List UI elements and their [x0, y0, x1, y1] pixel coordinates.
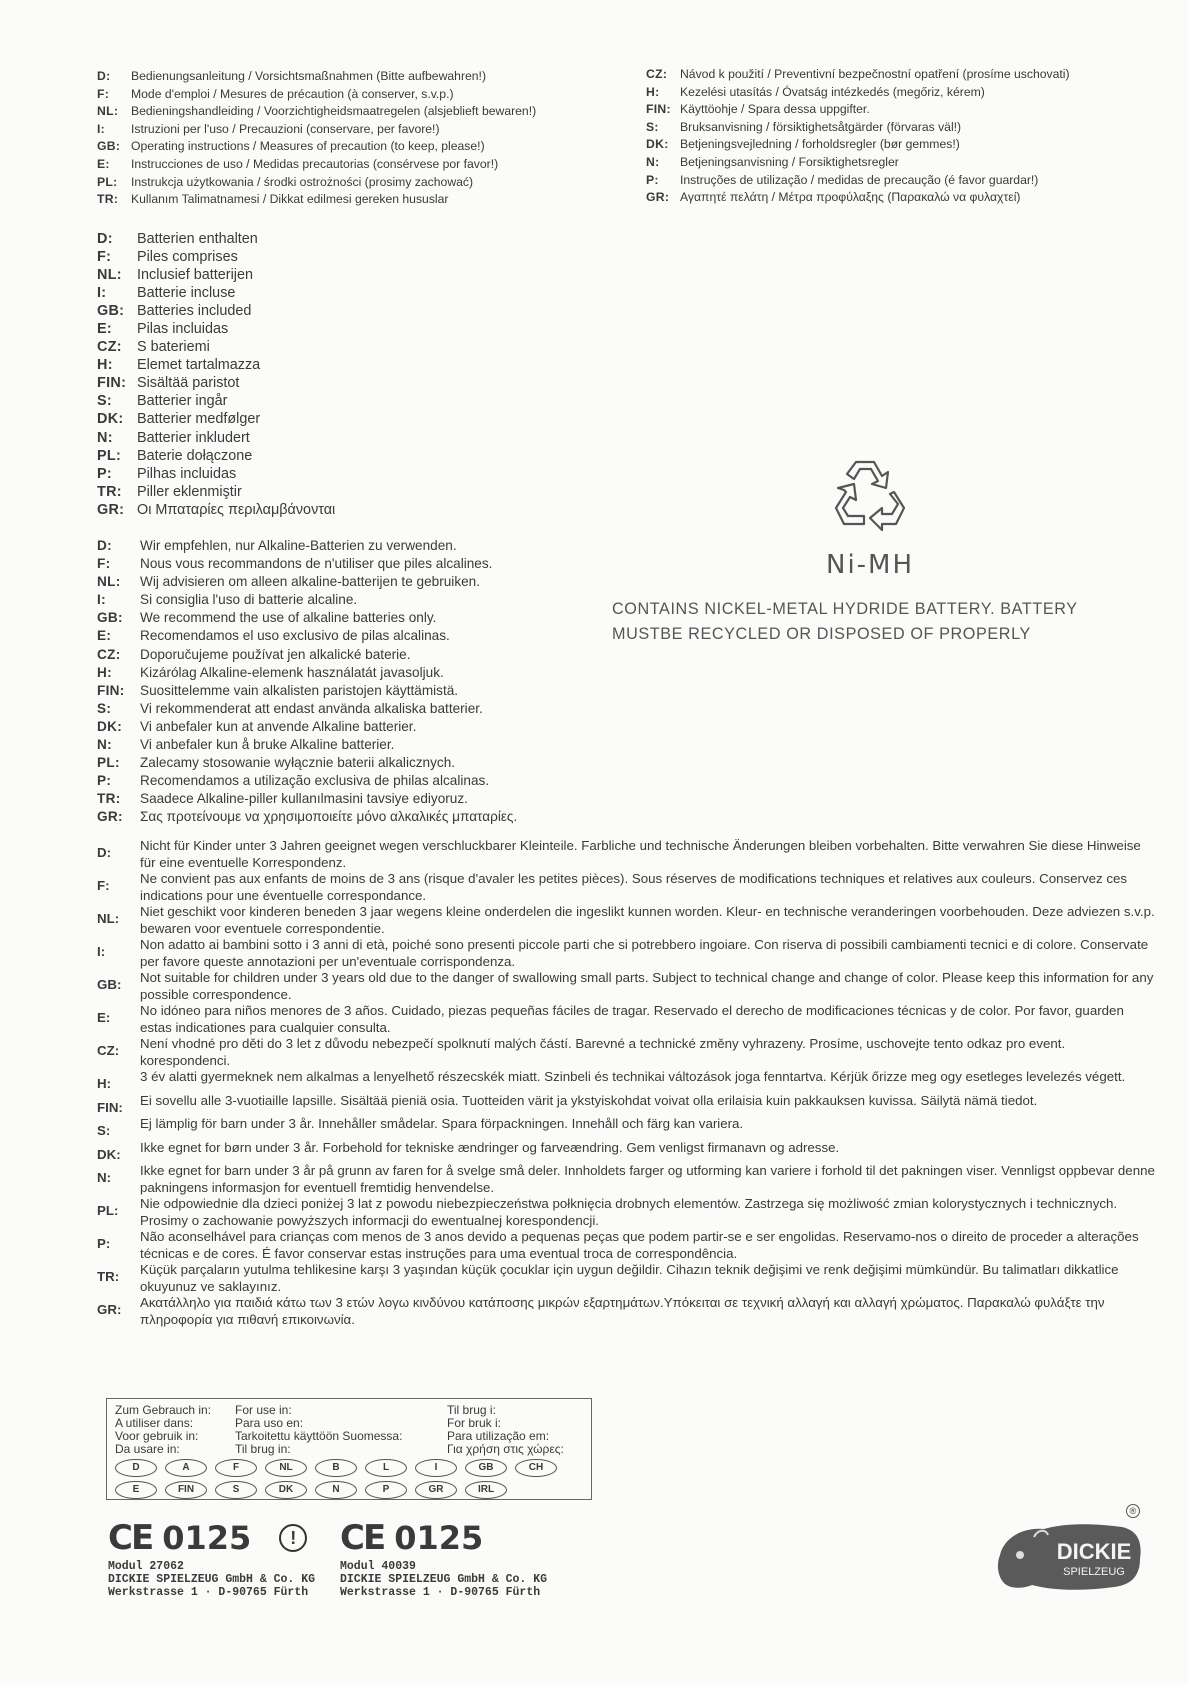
language-code: CZ:	[97, 1043, 120, 1058]
language-text: Batterier inkludert	[137, 429, 250, 446]
language-code: I:	[97, 944, 106, 959]
language-code: CZ:	[97, 646, 121, 662]
alkaline-row	[97, 754, 517, 772]
battery-row	[97, 501, 335, 519]
language-text: Recomendamos el uso exclusivo de pilas alcalinas.	[140, 628, 450, 644]
usage-labels-col-2	[235, 1404, 402, 1456]
language-text: Bedienungsanleitung / Vorsichtsmaßnahmen (Bitte aufbewahren!)	[131, 69, 487, 83]
language-code: PL:	[97, 1203, 119, 1218]
instruction-row	[646, 154, 1070, 172]
language-code: GB:	[97, 977, 122, 992]
language-text: Οι Μπαταρίες περιλαμβάνονται	[137, 501, 336, 518]
company-address: Werkstrasse 1 · D-90765 Fürth	[108, 1586, 309, 1599]
recycle-icon	[816, 452, 926, 552]
language-code: TR:	[97, 791, 121, 807]
language-text: Batterier ingår	[137, 393, 228, 410]
language-text: Ej lämplig för barn under 3 år. Innehåller smådelar. Spara förpackningen. Innehåll och färg kan variera.	[140, 1116, 744, 1131]
language-code: FIN:	[97, 1099, 123, 1115]
country-code-badge: S	[215, 1481, 257, 1499]
usage-label: For use in:	[235, 1403, 292, 1417]
certification-block-2	[340, 1518, 547, 1599]
language-text: Αγαπητέ πελάτη / Μέτρα προφύλαξης (Παρακαλώ να φυλαχτεί)	[680, 190, 1021, 205]
battery-row	[97, 356, 335, 374]
language-text: Kullanım Talimatnamesi / Dikkat edilmesi gereken hususlar	[131, 192, 449, 207]
language-text: Doporučujeme používat jen alkalické baterie.	[140, 646, 411, 662]
battery-row	[97, 483, 335, 501]
instructions-list-left	[97, 68, 536, 209]
language-code: F:	[97, 86, 110, 101]
alkaline-row	[97, 790, 517, 808]
language-code: PL:	[97, 755, 120, 771]
battery-row	[97, 320, 335, 338]
instruction-row	[646, 172, 1070, 190]
usage-label: Tarkoitettu käyttöön Suomessa:	[235, 1429, 403, 1443]
language-code: I:	[97, 592, 106, 608]
language-code: GB:	[97, 610, 123, 626]
language-text: Sisältää paristot	[137, 375, 240, 392]
language-text: Vi anbefaler kun å bruke Alkaline batterier.	[140, 737, 395, 753]
language-text: Σας προτείνουμε να χρησιμοποιείτε μόνο αλκαλικές μπαταρίες.	[140, 809, 518, 825]
language-code: E:	[97, 1010, 111, 1025]
country-code-badge: NL	[265, 1459, 307, 1477]
battery-row	[97, 410, 335, 428]
language-text: Betjeningsvejledning / forholdsregler (bør gemmes!)	[680, 137, 960, 152]
language-code: P:	[646, 172, 659, 187]
language-code: GB:	[97, 139, 121, 154]
warning-row	[97, 1093, 1157, 1117]
country-code-badge: A	[165, 1459, 207, 1477]
language-code: CZ:	[97, 339, 122, 356]
ce-mark: CE	[340, 1518, 385, 1558]
company-name: DICKIE SPIELZEUG GmbH & Co. KG	[108, 1573, 316, 1586]
usage-label: Para uso en:	[235, 1416, 304, 1430]
language-code: E:	[97, 628, 112, 644]
language-text: Batterier medfølger	[137, 411, 261, 428]
usage-label: Para utilização em:	[447, 1429, 550, 1443]
usage-label: Til brug in:	[235, 1442, 291, 1456]
language-text: Instrucciones de uso / Medidas precautorias (consérvese por favor!)	[131, 156, 499, 171]
warning-row	[97, 1069, 1157, 1093]
language-text: Küçük parçaların yutulma tehlikesine karşı 3 yaşından küçük çocuklar için uygun değildir. Cihazın teknik değişimi ve renk değişimi mümkündür. Bu talimatları dikkatlice okuyunuz ve saklayınız.	[140, 1262, 1119, 1294]
language-text: Suosittelemme vain alkalisten paristojen käyttämistä.	[140, 682, 459, 698]
battery-row	[97, 465, 335, 483]
language-code: I:	[97, 121, 106, 136]
battery-row	[97, 230, 335, 248]
country-code-badge: DK	[265, 1481, 307, 1499]
language-code: D:	[97, 69, 111, 83]
battery-row	[97, 302, 335, 320]
language-code: GR:	[97, 501, 125, 518]
usage-label: For bruk i:	[447, 1416, 502, 1430]
country-code-badge: FIN	[165, 1481, 207, 1499]
language-text: Ikke egnet for børn under 3 år. Forbehold for tekniske ændringer og farveændring. Gem venligst firmanavn og adresse.	[140, 1139, 840, 1155]
language-code: GR:	[646, 190, 670, 205]
language-code: DK:	[97, 411, 124, 428]
country-code-badge: GB	[465, 1459, 507, 1477]
language-code: P:	[97, 773, 112, 789]
language-text: Istruzioni per l'uso / Precauzioni (conservare, per favore!)	[131, 121, 440, 136]
language-code: H:	[97, 664, 112, 680]
language-text: Batterien enthalten	[137, 231, 258, 247]
warning-row	[97, 1140, 1157, 1164]
logo-subtitle: SPIELZEUG	[1063, 1566, 1125, 1578]
language-text: Kizárólag Alkaline-elemenk használatát javasoljuk.	[140, 664, 444, 680]
language-code: DK:	[646, 137, 669, 152]
language-code: GR:	[97, 809, 123, 825]
battery-row	[97, 447, 335, 465]
nimh-label: Ni-MH	[826, 550, 915, 580]
battery-row	[97, 266, 335, 284]
ce-mark: CE	[108, 1518, 153, 1558]
language-text: Não aconselhável para crianças com menos de 3 anos devido a pequenas peças que podem partir-se e ser engolidas. Reservamo-nos o direito de proceder a alterações técnicas e de cores. É favor conservar estas instruções para uma eventual troca de correspondência.	[140, 1229, 1139, 1261]
language-text: S bateriemi	[137, 339, 210, 356]
language-code: FIN:	[97, 375, 127, 392]
language-text: Bruksanvisning / försiktighetsåtgärder (förvaras väl!)	[680, 119, 962, 134]
language-code: F:	[97, 249, 112, 266]
alkaline-row	[97, 682, 517, 700]
country-codes-row-2	[115, 1481, 507, 1499]
language-text: Betjeningsanvisning / Forsiktighetsregler	[680, 154, 899, 169]
language-text: Not suitable for children under 3 years old due to the danger of swallowing small parts. Subject to technical change and change of color. Please keep this information for any possible correspondence.	[140, 970, 1154, 1002]
batteries-included-list	[97, 230, 335, 519]
battery-row	[97, 338, 335, 356]
language-text: Ακατάλληλο για παιδιά κάτω των 3 ετών λογω κινδύνου κατάποσης μικρών εξαρτημάτων.Υπόκειται σε τεχνική αλλαγή και αλλαγή χρώματος. Παρακαλώ φυλάξτε την πληροφορία για πιθανή επικοινωνία.	[140, 1295, 1105, 1327]
language-text: Batteries included	[137, 303, 252, 320]
language-code: NL:	[97, 911, 120, 926]
warning-row	[97, 1295, 1157, 1328]
alkaline-row	[97, 627, 517, 645]
language-code: PL:	[97, 174, 118, 189]
warning-row	[97, 1116, 1157, 1140]
language-text: Nie odpowiednie dla dzieci poniżej 3 lat z powodu niebezpieczeństwa połknięcia drobnych elementów. Zastrzega się możliwość zmian kolorystycznych i technicznych. Prosimy o zachowanie powyższych informacji do ewentualnej korespondencji.	[140, 1196, 1118, 1228]
alkaline-row	[97, 573, 517, 591]
module-number: Modul 40039	[340, 1560, 416, 1573]
language-text: Non adatto ai bambini sotto i 3 anni di età, poiché sono presenti piccole parti che si potrebbero ingoiare. Con riserva di possibili cambiamenti tecnici e di colore. Conservate per favore queste annotazioni per un'eventuale corrispondenza.	[140, 937, 1149, 969]
usage-label: Για χρήση στις χώρες:	[447, 1442, 564, 1456]
instruction-row	[646, 66, 1070, 84]
warning-row	[97, 1262, 1157, 1295]
company-address: Werkstrasse 1 · D-90765 Fürth	[340, 1586, 541, 1599]
usage-label: Voor gebruik in:	[115, 1429, 199, 1443]
language-code: NL:	[97, 267, 122, 284]
language-text: Zalecamy stosowanie wyłącznie baterii alkalicznych.	[140, 755, 456, 771]
language-text: Piller eklenmiştir	[137, 483, 242, 500]
instruction-row	[646, 189, 1070, 207]
usage-labels-col-1	[115, 1404, 211, 1456]
language-text: Pilhas incluidas	[137, 465, 237, 482]
warning-row	[97, 1036, 1157, 1069]
language-text: Není vhodné pro děti do 3 let z důvodu nebezpečí spolknutí malých částí. Barevné a technické změny vyhrazeny. Prosíme, uschovejte tento odkaz pro event. korespondenci.	[140, 1036, 1066, 1068]
instruction-row	[97, 156, 536, 174]
instruction-row	[97, 103, 536, 121]
language-code: FIN:	[97, 682, 125, 698]
language-text: Ne convient pas aux enfants de moins de 3 ans (risque d'avaler les petites pièces). Sous réserves de modifications techniques et relatives aux couleurs. Conservez ces indications pour une éventuelle correspondance.	[140, 871, 1128, 903]
language-text: We recommend the use of alkaline batteries only.	[140, 610, 437, 626]
battery-row	[97, 374, 335, 392]
alkaline-row	[97, 772, 517, 790]
country-code-badge: L	[365, 1459, 407, 1477]
language-text: Käyttöohje / Spara dessa uppgifter.	[680, 102, 870, 117]
language-code: S:	[97, 700, 112, 716]
language-text: Wir empfehlen, nur Alkaline-Batterien zu verwenden.	[140, 538, 457, 553]
language-code: P:	[97, 1236, 111, 1251]
language-text: No idóneo para niños menores de 3 años. Cuidado, piezas pequeñas fáciles de tragar. Reservado el derecho de modificaciones técnicas y de color. Por favor, guarden estas indicationes para cualquier consulta.	[140, 1003, 1124, 1035]
language-text: Recomendamos a utilização exclusiva de philas alcalinas.	[140, 773, 490, 789]
country-code-badge: I	[415, 1459, 457, 1477]
battery-notice-line-2: MUSTBE RECYCLED OR DISPOSED OF PROPERLY	[612, 625, 1031, 643]
language-code: NL:	[97, 574, 121, 590]
warning-row	[97, 937, 1157, 970]
language-code: TR:	[97, 192, 119, 207]
safety-warnings-list	[97, 838, 1157, 1328]
language-text: Nicht für Kinder unter 3 Jahren geeignet wegen verschluckbarer Kleinteile. Farbliche und technische Änderungen bleiben vorbehalten. Bitte verwahren Sie diese Hinweise für eine eventuelle Korrespondenz.	[140, 838, 1141, 870]
language-code: N:	[97, 737, 112, 753]
language-text: Wij advisieren om alleen alkaline-batterijen te gebruiken.	[140, 574, 481, 590]
language-text: Operating instructions / Measures of precaution (to keep, please!)	[131, 139, 485, 154]
language-text: Instrukcja użytkowania / środki ostrożności (prosimy zachować)	[131, 174, 474, 189]
language-code: TR:	[97, 483, 122, 500]
alkaline-row	[97, 555, 517, 573]
language-code: F:	[97, 556, 111, 572]
country-code-badge: B	[315, 1459, 357, 1477]
usage-label: Til brug i:	[447, 1403, 496, 1417]
alkaline-row	[97, 718, 517, 736]
language-code: FIN:	[646, 102, 671, 117]
usage-label: Da usare in:	[115, 1442, 180, 1456]
instruction-row	[97, 174, 536, 192]
company-name: DICKIE SPIELZEUG GmbH & Co. KG	[340, 1573, 548, 1586]
language-code: N:	[97, 1170, 112, 1185]
country-code-badge: CH	[515, 1459, 557, 1477]
warning-row	[97, 838, 1157, 871]
language-code: N:	[97, 429, 113, 446]
language-code: NL:	[97, 104, 119, 119]
logo-wordmark: DICKIE	[1056, 1539, 1132, 1564]
alkaline-row	[97, 808, 517, 826]
country-code-badge: GR	[415, 1481, 457, 1499]
alkaline-row	[97, 736, 517, 754]
language-code: S:	[97, 393, 112, 410]
alkaline-row	[97, 664, 517, 682]
language-code: I:	[97, 285, 107, 302]
country-code-badge: IRL	[465, 1481, 507, 1499]
certification-block-1	[108, 1518, 315, 1599]
country-code-badge: N	[315, 1481, 357, 1499]
language-text: Elemet tartalmazza	[137, 357, 261, 374]
alkaline-row	[97, 646, 517, 664]
language-text: 3 év alatti gyermeknek nem alkalmas a lenyelhető részecskék miatt. Szinbeli és technikai változások joga fenntartva. Kérjük őrizze meg ogy esetleges levelezés végett.	[140, 1069, 1126, 1084]
warning-row	[97, 1229, 1157, 1262]
language-code: H:	[97, 1076, 112, 1091]
language-code: D:	[97, 538, 112, 553]
language-text: Pilas incluidas	[137, 321, 229, 338]
warning-row	[97, 1003, 1157, 1036]
battery-row	[97, 248, 335, 266]
battery-row	[97, 392, 335, 410]
country-code-badge: D	[115, 1459, 157, 1477]
language-text: Vi anbefaler kun at anvende Alkaline batterier.	[140, 718, 417, 734]
language-code: S:	[646, 119, 659, 134]
notified-body-number: 0125	[162, 1519, 252, 1557]
usage-countries-box	[106, 1398, 592, 1500]
country-code-badge: E	[115, 1481, 157, 1499]
language-text: Bedieningshandleiding / Voorzichtigheidsmaatregelen (alsjeblieft bewaren!)	[131, 104, 537, 119]
instruction-row	[646, 119, 1070, 137]
language-code: D:	[97, 845, 112, 860]
warning-row	[97, 1196, 1157, 1229]
battery-row	[97, 284, 335, 302]
usage-label: A utiliser dans:	[115, 1416, 194, 1430]
instruction-row	[97, 138, 536, 156]
language-code: E:	[97, 156, 110, 171]
language-code: H:	[646, 84, 660, 99]
instruction-row	[646, 101, 1070, 119]
language-code: GB:	[97, 303, 125, 320]
alkaline-row	[97, 700, 517, 718]
language-code: DK:	[97, 718, 123, 734]
registered-mark: ®	[1126, 1504, 1140, 1518]
instruction-row	[97, 68, 536, 86]
language-code: PL:	[97, 447, 122, 464]
language-text: Kezelési utasítás / Óvatság intézkedés (megőriz, kérem)	[680, 84, 985, 99]
alkaline-recommendation-list	[97, 537, 517, 827]
language-code: H:	[97, 357, 113, 374]
alert-icon: !	[279, 1524, 307, 1552]
language-code: TR:	[97, 1269, 120, 1284]
language-code: S:	[97, 1123, 111, 1138]
language-text: Saadece Alkaline-piller kullanılmasini tavsiye ediyoruz.	[140, 791, 468, 807]
language-code: F:	[97, 878, 110, 893]
language-code: GR:	[97, 1302, 122, 1317]
language-code: DK:	[97, 1146, 121, 1162]
notified-body-number: 0125	[394, 1519, 484, 1557]
alkaline-row	[97, 537, 517, 555]
country-code-badge: F	[215, 1459, 257, 1477]
language-text: Nous vous recommandons de n'utiliser que piles alcalines.	[140, 556, 493, 572]
language-text: Niet geschikt voor kinderen beneden 3 jaar wegens kleine onderdelen die ingeslikt kunnen worden. Kleur- en technische veranderingen voorbehouden. Deze adviezen s.v.p. bewaren voor eventuele correspondentie.	[140, 904, 1155, 936]
language-code: CZ:	[646, 67, 668, 81]
warning-row	[97, 970, 1157, 1003]
instructions-list-right	[646, 66, 1070, 207]
usage-labels-col-3	[447, 1404, 564, 1456]
language-text: Ei sovellu alle 3-vuotiaille lapsille. Sisältää pieniä osia. Tuotteiden värit ja ykstyiskohdat voivat olla erilaisia kuin pakkauksen kuvissa. Säilytä nämä tiedot.	[140, 1092, 1038, 1108]
instruction-row	[646, 84, 1070, 102]
language-text: Ikke egnet for barn under 3 år på grunn av faren for å svelge små deler. Innholdets farger og utforming kan variere i forhold til det pakningen viser. Vennligst oppbevar denne pakningens informasjon for eventuell fremtidig henvendelse.	[140, 1163, 1155, 1195]
language-code: E:	[97, 321, 112, 338]
language-code: N:	[646, 154, 660, 169]
language-text: Piles comprises	[137, 249, 238, 266]
module-number: Modul 27062	[108, 1560, 184, 1573]
language-text: Mode d'emploi / Mesures de précaution (à conserver, s.v.p.)	[131, 86, 454, 101]
language-text: Inclusief batterijen	[137, 267, 253, 284]
battery-notice-line-1: CONTAINS NICKEL-METAL HYDRIDE BATTERY. BATTERY	[612, 600, 1078, 618]
instruction-row	[97, 121, 536, 139]
language-text: Batterie incluse	[137, 285, 236, 302]
language-text: Vi rekommenderat att endast använda alkaliska batterier.	[140, 700, 483, 716]
usage-label: Zum Gebrauch in:	[115, 1403, 212, 1417]
language-code: D:	[97, 231, 113, 247]
warning-row	[97, 871, 1157, 904]
instruction-row	[97, 86, 536, 104]
alkaline-row	[97, 591, 517, 609]
instruction-row	[646, 136, 1070, 154]
language-code: P:	[97, 465, 112, 482]
alkaline-row	[97, 609, 517, 627]
warning-row	[97, 904, 1157, 937]
battery-disposal-notice	[612, 597, 1078, 647]
language-text: Baterie dołączone	[137, 447, 253, 464]
language-text: Instruções de utilização / medidas de precaução (é favor guardar!)	[680, 172, 1039, 187]
country-codes-row-1	[115, 1459, 557, 1477]
instruction-row	[97, 191, 536, 209]
language-text: Si consiglia l'uso di batterie alcaline.	[140, 592, 358, 608]
country-code-badge: P	[365, 1481, 407, 1499]
battery-row	[97, 429, 335, 447]
language-text: Návod k použití / Preventivní bezpečnostní opatření (prosíme uschovati)	[680, 67, 1070, 81]
warning-row	[97, 1163, 1157, 1196]
dickie-logo	[994, 1515, 1144, 1595]
